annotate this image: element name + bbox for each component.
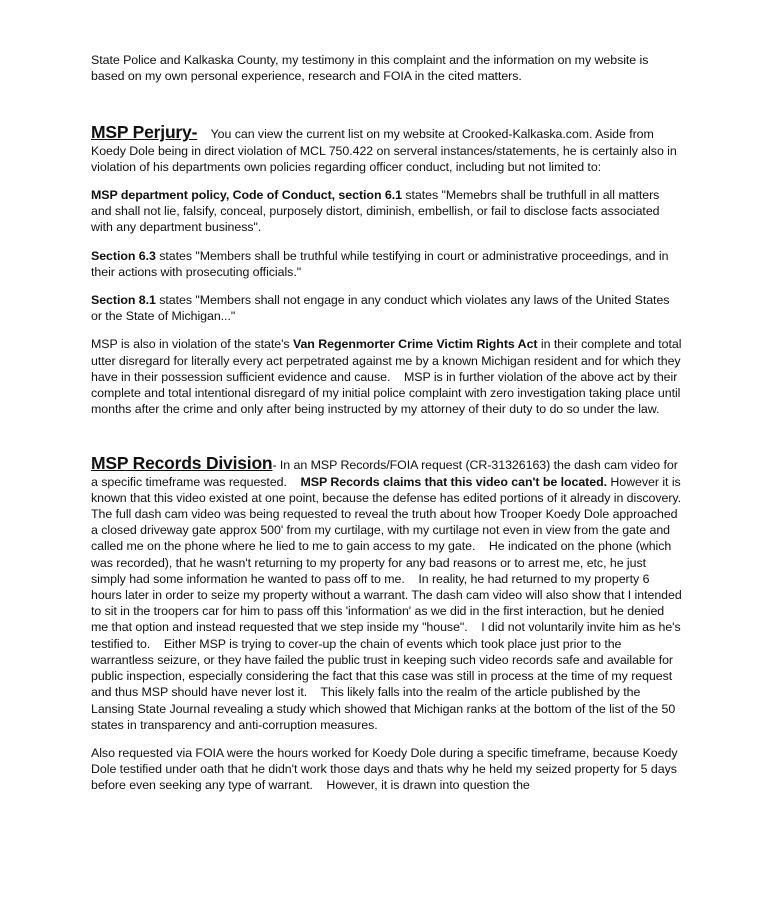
intro-paragraph: State Police and Kalkaska County, my testimony in this complaint and the information on my website is based on my own personal experience, research and FOIA in the cited matters. [91,53,649,84]
victim-rights-after: in their complete and total utter disregard for literally every act perpetrated against me by a known Michigan resident and for which they have in their possession sufficient evidence and cause. MSP is in further violation of the above act by their complete and total intentional disregard of my initial police complaint with zero investigation taking place until months after the crime and only after being instructed by my attorney of their duty to do so under the law. [91,337,685,417]
records-text-2: However it is known that this video existed at one point, because the defense has edited portions of it already in discovery. The full dash cam video was being requested to reveal the truth about how Trooper Koedy Dole approached a closed driveway gate approx 500' from my curtilage, with my curtilage not even in view from the gate and called me on the phone where he lied to me to gain access to my gate. He indicated on the phone (which was recorded), that he wasn't returning to my property for any bad reasons or to arrest me, etc, he just simply had some information he wanted to pass off to me. In reality, he had returned to my property 6 hours later in order to seize my property without a warrant. The dash cam video will also show that I intended to sit in the troopers car for him to pass off this 'information' as we did in the first interaction, but he denied me that option and instead requested that we step inside my "house". I did not voluntarily invite him as he's testified to. Either MSP is trying to cover-up the chain of events which took place just prior to the warrantless seizure, or they have failed the public trust in keeping such video records safe and available for public inspection, especially considering the fact that this case was still in process at the time of my request and thus MSP should have never lost it. This likely falls into the realm of the article published by the Lansing State Journal revealing a study which showed that Michigan ranks at the bottom of the list of the 50 states in transparency and anti-corruption measures. [91,474,695,732]
policy-6-1-paragraph [91,187,683,236]
records-claim: MSP Records claims that this video can't be located. [300,474,607,489]
victim-rights-paragraph [91,336,683,417]
policy-8-1-label: Section 8.1 [91,293,156,308]
policy-6-1-label: MSP department policy, Code of Conduct, section 6.1 [91,188,402,203]
victim-rights-before: MSP is also in violation of the state's [91,337,293,352]
policy-6-3-paragraph [91,248,683,280]
policy-6-3-label: Section 6.3 [91,248,156,263]
perjury-paragraph [91,124,683,175]
perjury-text: You can view the current list on my website at Crooked-Kalkaska.com. Aside from Koedy Dole being in direct violation of MCL 750.422 on serveral instances/statements, he is certainly also in violation of his departments own policies regarding officer conduct, including but not limited to: [91,127,681,174]
records-heading: MSP Records Division [91,453,273,474]
policy-6-3-text: states "Members shall be truthful while testifying in court or administrative proceedings, and in their actions with prosecuting officials." [91,248,669,279]
records-paragraph [91,453,695,732]
foia-hours-paragraph: Also requested via FOIA were the hours worked for Koedy Dole during a specific timeframe, because Koedy Dole testified under oath that he didn't work those days and thats why he held my seized property for 5 days before even seeking any type of warrant. However, it is drawn into question the [91,745,681,793]
perjury-heading: MSP Perjury- [91,122,198,143]
policy-8-1-text: states "Members shall not engage in any conduct which violates any laws of the United States or the State of Michigan..." [91,293,670,324]
policy-8-1-paragraph [91,292,683,324]
records-text-1: - In an MSP Records/FOIA request (CR-31326163) the dash cam video for a specific timeframe was requested. [91,458,682,489]
victim-rights-act-name: Van Regenmorter Crime Victim Rights Act [292,337,538,352]
document-page [91,52,695,794]
policy-6-1-text: states "Memebrs shall be truthfull in all matters and shall not lie, falsify, conceal, purposely distort, diminish, embellish, or fail to disclose facts associated with any department business". [91,188,660,235]
